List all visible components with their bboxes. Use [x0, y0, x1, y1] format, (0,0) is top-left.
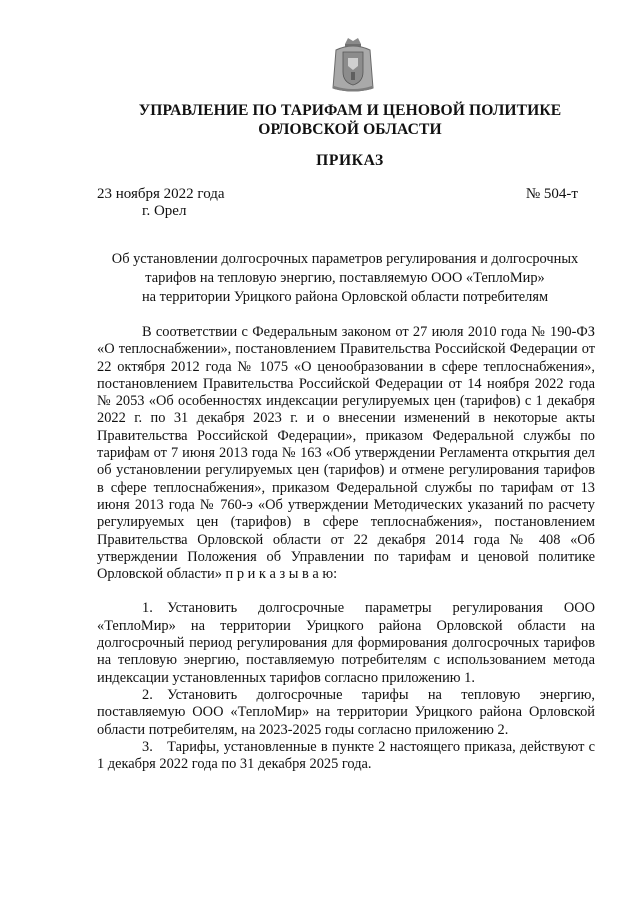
coat-of-arms-icon	[328, 36, 378, 94]
order-item-2: 2. Установить долгосрочные тарифы на тепловую энергию, поставляемую ООО «ТеплоМир» на территории Урицкого района Орловской области потребителям, на 2023-2025 годы согласно приложению 2.	[97, 686, 595, 738]
organization-title-line2: ОРЛОВСКОЙ ОБЛАСТИ	[258, 121, 442, 138]
subject-line3: на территории Урицкого района Орловской области потребителям	[141, 289, 549, 305]
document-number: № 504-т	[525, 186, 578, 202]
subject-line2: тарифов на тепловую энергию, поставляемую ООО «ТеплоМир»	[145, 270, 545, 286]
document-city: г. Орел	[142, 203, 187, 219]
organization-title-line1: УПРАВЛЕНИЕ ПО ТАРИФАМ И ЦЕНОВОЙ ПОЛИТИКЕ	[138, 102, 562, 119]
subject-line1: Об установлении долгосрочных параметров регулирования и долгосрочных	[111, 251, 579, 267]
document-body	[97, 324, 595, 773]
document-subject	[96, 250, 594, 307]
preamble-paragraph: В соответствии с Федеральным законом от 27 июля 2010 года № 190-ФЗ «О теплоснабжении», постановлением Правительства Российской Федерации от 22 октября 2012 года № 1075 «О ценообразовании в сфере теплоснабжения», постановлением Правительства Российской Федерации от 14 ноября 2022 года № 2053 «Об особенностях индексации регулируемых цен (тарифов) с 1 декабря 2022 г. по 31 декабря 2023 г. и о внесении изменений в некоторые акты Правительства Российской Федерации», приказом Федеральной службы по тарифам от 7 июня 2013 года № 163 «Об утверждении Регламента открытия дел об установлении регулируемых цен (тарифов) и отмене регулирования тарифов в сфере теплоснабжения», приказом Федеральной службы по тарифам от 13 июня 2013 года № 760-э «Об утверждении Методических указаний по расчету регулируемых цен (тарифов) в сфере теплоснабжения», постановлением Правительства Орловской области от 22 декабря 2014 года № 408 «Об утверждении Положения об Управлении по тарифам и ценовой политике Орловской области» п р и к а з ы в а ю:	[97, 324, 595, 583]
order-item-3: 3. Тарифы, установленные в пункте 2 настоящего приказа, действуют с 1 декабря 2022 года по 31 декабря 2025 года.	[97, 738, 595, 773]
document-type: ПРИКАЗ	[316, 152, 384, 169]
document-date: 23 ноября 2022 года	[97, 186, 225, 202]
organization-title	[100, 101, 600, 139]
order-item-1: 1. Установить долгосрочные параметры регулирования ООО «ТеплоМир» на территории Урицкого района Орловской области на долгосрочный период регулирования для формирования долгосрочных тарифов на тепловую энергию, поставляемую потребителям с использованием метода индексации установленных тарифов согласно приложению 1.	[97, 600, 595, 686]
